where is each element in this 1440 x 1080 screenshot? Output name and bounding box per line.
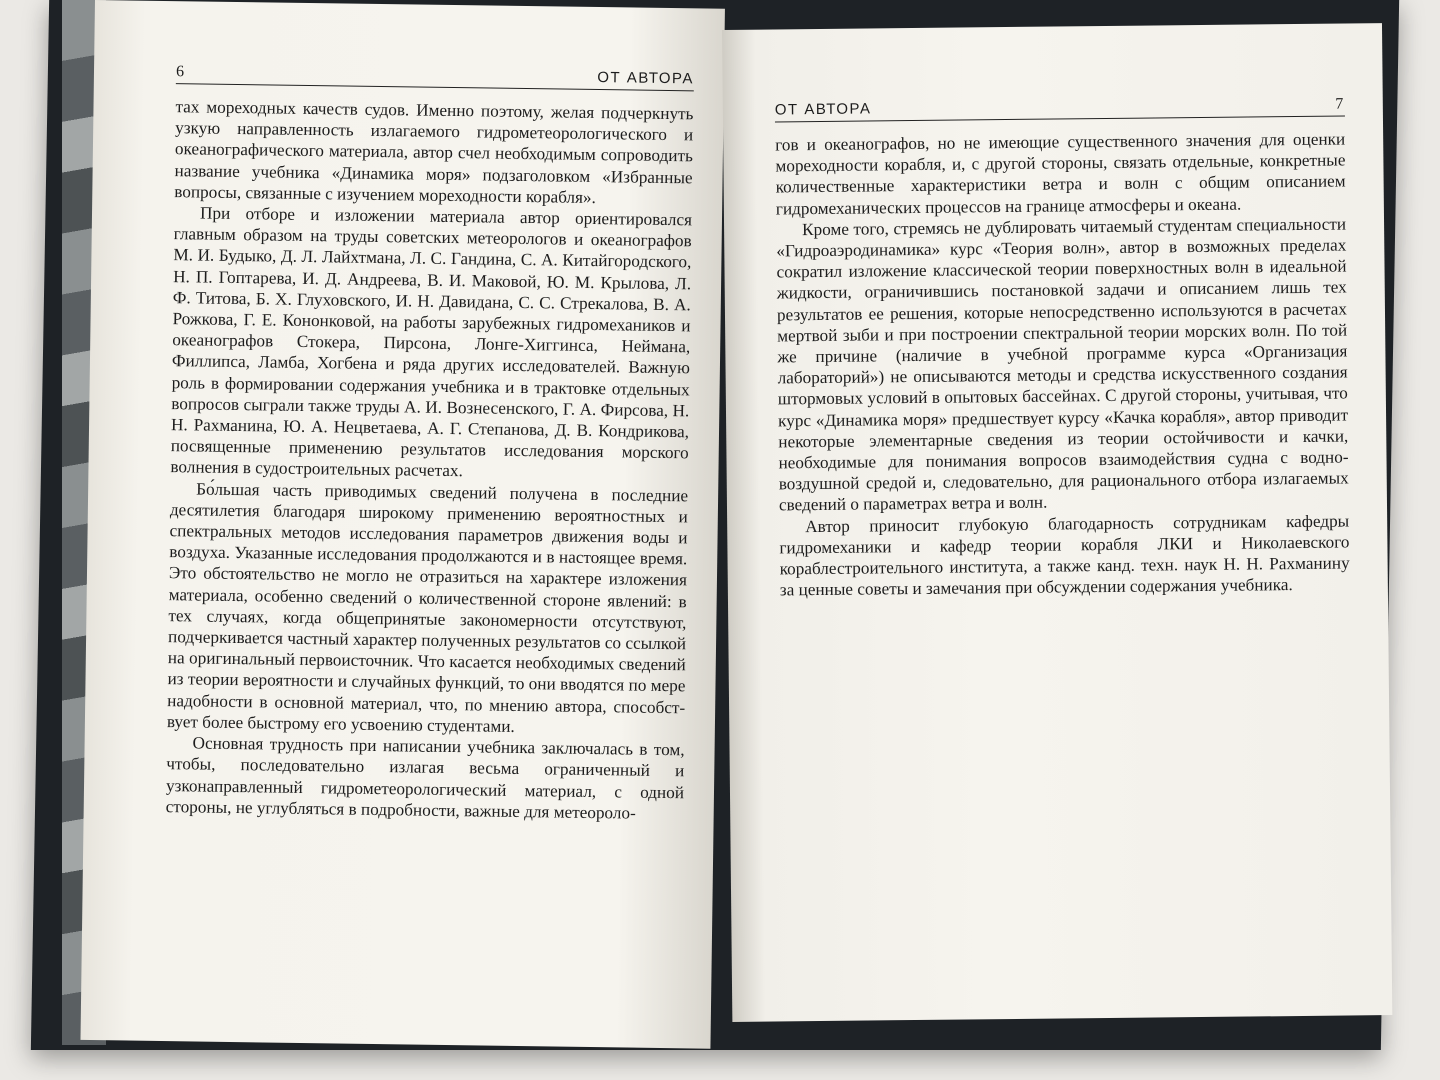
- paragraph: гов и океанографов, но не имеющие существенного значения для оценки мореходности корабля, и, с другой стороны, связать отдельные, конкретные количественные характеристики ветра и волн с общим описанием гидромеханических процессов на границе атмосферы и океана.: [775, 129, 1346, 219]
- paragraph: При отборе и изложении материала автор ориентировался главным образом на труды советских метеорологов и океанографов М. И. Будыко, Д. Л. Лайхтмана, Л. С. Гандина, С. А. Китайгородского, Н. П. Гоптарева, И. Д. Андреева, В. И. Маковой, Ю. М. Крылова, Л. Ф. Титова, Б. Х. Глуховского, И. Н. Давидана, С. С. Стрекалова, В. А. Рожкова, Г. Е. Кононковой, на работы зарубежных гидромехаников и океанографов Стокера, Пирсона, Лонге-Хиггинса, Неймана, Филлипса, Ламба, Хогбена и ряда других исследователей. Важную роль в формировании содержания учебника и в трактовке отдельных вопросов сыграли также труды А. И. Вознесенского, Г. А. Фирсова, Н. Н. Рахманина, Ю. А. Нецветаева, А. Г. Степанова, Д. В. Кондрикова, посвященные применению результатов исследования морского волнения в судостроительных расчетах.: [170, 203, 693, 481]
- running-head: [176, 63, 694, 91]
- paragraph: Кроме того, стремясь не дублировать читаемый студентам специальности «Гидроаэродинамика» курс «Теория волн», автор в возможных пределах сократил изложение классической теории поверхностных волн в идеальной жидкости, ограничившись постановкой задачи и описанием лишь тех результатов ее решения, которые непосредственно используются в расчетах мертвой зыби и при построении спектральной теории морских волн. По той же причине (наличие в учебной программе курса «Организация лабораторий») не описываются методы и средства искусственного создания штормовых условий в опытовых бассейнах. С другой стороны, учитывая, что курс «Динамика моря» предшествует курсу «Качка корабля», автор приводит некоторые элементарные сведения из теории остойчивости и качки, необходимые для понимания вопросов взаимодействия судна с водно-воздушной средой и, следовательно, для рационального отбора излагаемых сведений о параметрах ветра и волн.: [776, 214, 1349, 515]
- page-number: 7: [1335, 95, 1345, 113]
- page-text: [775, 128, 1350, 600]
- right-page: [722, 23, 1392, 1022]
- left-page: [80, 0, 724, 1049]
- paragraph: Автор приносит глубокую благодарность сотрудникам кафедры гидромеханики и кафедр теории корабля ЛКИ и Николаевского кораблестроительного института, а также канд. техн. наук Н. Н. Рахманину за ценные советы и замечания при обсуждении содержания учебника.: [779, 511, 1350, 600]
- running-head: [775, 95, 1345, 122]
- paragraph: тах мореходных качеств судов. Именно поэтому, желая подчеркнуть узкую направленность излагаемого гидрометеорологического и океанографического материала, автор счел необходимым сопроводить название учебника «Динамика моря» подзаголовком «Избранные вопросы, связанные с изучением мореходности корабля».: [174, 97, 694, 207]
- running-head-title: ОТ АВТОРА: [597, 69, 695, 88]
- page-number: 6: [175, 63, 186, 81]
- page-text: [166, 96, 694, 824]
- paragraph: Основная трудность при написании учебника заключалась в том, чтобы, последовательно излагая весьма ограниченный и узконаправленный гидрометеорологический материал, с одной стороны, не углубляться в подробности, важные для метеороло-: [165, 733, 685, 823]
- paragraph: Бо́льшая часть приводимых сведений получена в последние десятилетия благодаря широкому применению вероятностных и спектральных методов исследования параметров движения воды и воздуха. Указанные исследования продолжаются и в настоящее время. Это обстоятельство не могло не отразиться на характере изложения материала, особенно сведений о количественной стороне явлений: в тех случаях, когда общепринятые закономерности отсутствуют, подчеркивается частный характер полученных результатов со ссылкой на оригинальный первоисточник. Что касается необходимых сведений из теории вероятности и случайных функций, то они вводятся по мере надобности в основной материал, что, по мнению автора, способствует более быстрому его усвоению студентами.: [166, 479, 689, 736]
- running-head-title: ОТ АВТОРА: [774, 100, 872, 119]
